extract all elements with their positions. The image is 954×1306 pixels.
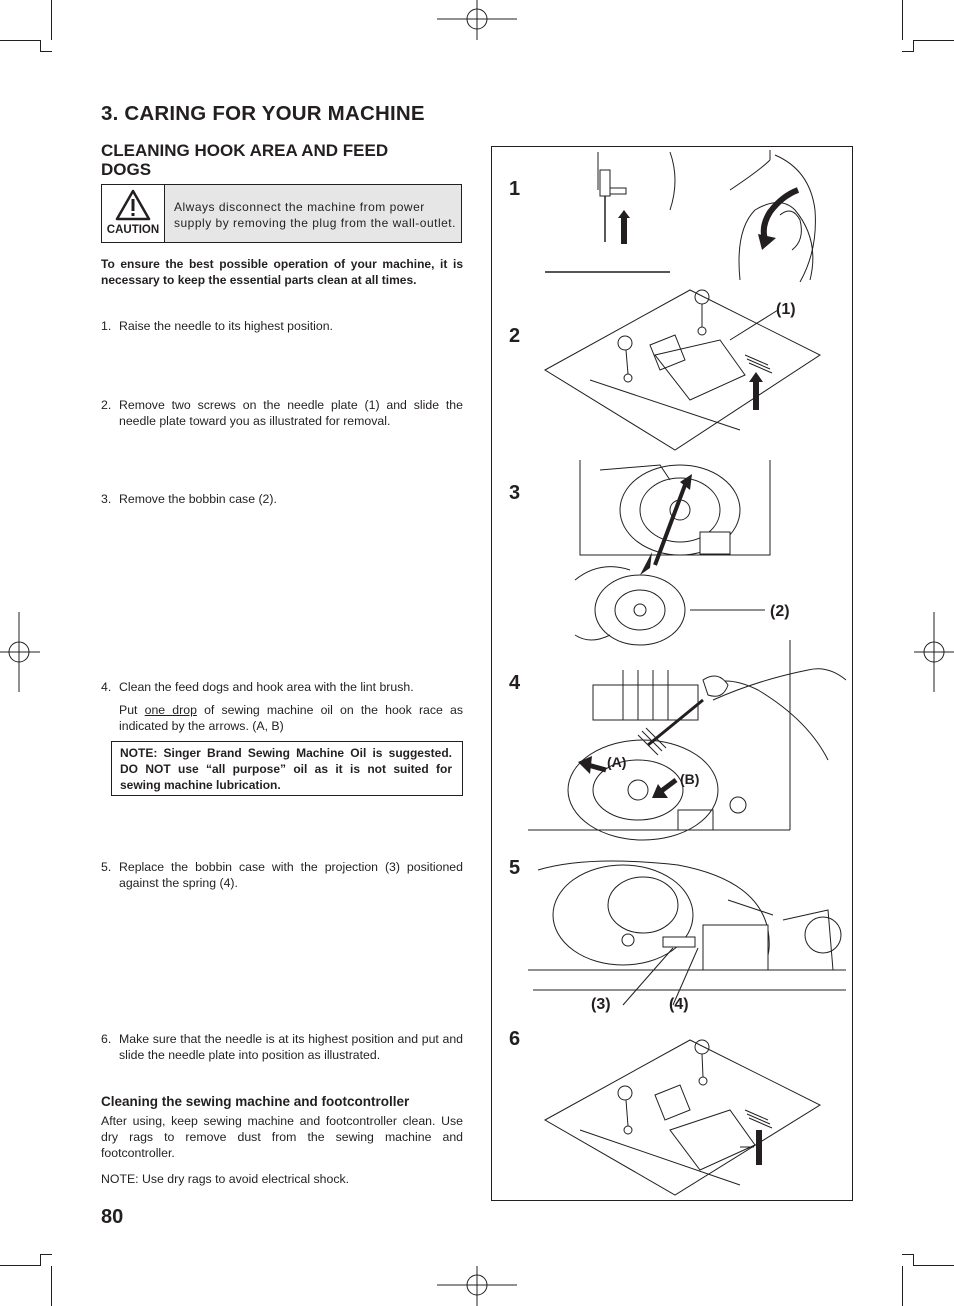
step-5 — [101, 859, 463, 891]
callout-projection: (3) — [591, 996, 611, 1013]
section-title: 3. CARING FOR YOUR MACHINE — [101, 102, 425, 125]
underlined-phrase: one drop — [144, 703, 197, 717]
bobbin-case-removal-illustration — [570, 460, 820, 660]
step-2 — [101, 397, 463, 429]
caution-box — [101, 184, 462, 243]
needle-plate-replacement-illustration — [540, 1035, 840, 1195]
callout-needle-plate: (1) — [776, 301, 796, 318]
bobbin-case-replacement-illustration — [528, 860, 848, 1000]
step-text: Clean the feed dogs and hook area with the lint brush. — [119, 680, 414, 694]
step-number: 3. — [101, 492, 112, 506]
needle-raise-illustration — [530, 150, 850, 290]
callout-spring: (4) — [669, 996, 689, 1013]
step-number: 5. — [101, 860, 112, 874]
caution-label: CAUTION — [106, 224, 160, 236]
step-text: Remove the bobbin case (2). — [119, 492, 277, 506]
cleaning-body: After using, keep sewing machine and footcontroller clean. Use dry rags to remove dust from the sewing machine and footcontroller. — [101, 1114, 463, 1160]
step-text: Replace the bobbin case with the projection (3) positioned against the spring (4). — [119, 860, 463, 890]
cleaning-and-oiling-illustration — [528, 640, 848, 840]
figure-number-1: 1 — [509, 178, 521, 200]
page-number: 80 — [101, 1206, 124, 1228]
figure-number-4: 4 — [509, 672, 521, 694]
step-4 — [101, 679, 463, 734]
step-text: Make sure that the needle is at its highest position and put and slide the needle plate into position as illustrated. — [119, 1032, 463, 1062]
step-number: 1. — [101, 319, 112, 333]
intro-text: To ensure the best possible operation of your machine, it is necessary to keep the essential parts clean at all times. — [101, 257, 463, 287]
figure-number-6: 6 — [509, 1028, 521, 1050]
step-subtext: Put one drop of sewing machine oil on the hook race as indicated by the arrows. (A, B) — [119, 703, 464, 733]
cleaning-note: NOTE: Use dry rags to avoid electrical shock. — [101, 1172, 350, 1186]
caution-icon-box — [102, 185, 165, 242]
warning-icon — [102, 185, 164, 225]
figure-number-3: 3 — [509, 482, 521, 504]
oil-note: NOTE: Singer Brand Sewing Machine Oil is suggested. DO NOT use “all purpose” oil as it is not suited for sewing machine lubrication. — [111, 741, 463, 796]
step-number: 2. — [101, 398, 112, 412]
cleaning-heading: Cleaning the sewing machine and footcontroller — [101, 1094, 410, 1109]
step-1 — [101, 318, 463, 334]
step-6 — [101, 1031, 463, 1063]
step-3 — [101, 491, 463, 507]
caution-message: Always disconnect the machine from power supply by removing the plug from the wall-outlet. — [174, 200, 456, 230]
callout-oil-point-b: (B) — [680, 771, 700, 787]
callout-bobbin-case: (2) — [770, 603, 790, 620]
figure-number-2: 2 — [509, 325, 521, 347]
step-number: 6. — [101, 1032, 112, 1046]
callout-oil-point-a: (A) — [607, 754, 627, 770]
step-number: 4. — [101, 680, 112, 694]
figure-number-5: 5 — [509, 857, 521, 879]
subsection-title: CLEANING HOOK AREA AND FEED DOGS — [101, 141, 389, 179]
step-text: Remove two screws on the needle plate (1) and slide the needle plate toward you as illustrated for removal. — [119, 398, 463, 428]
step-text: Raise the needle to its highest position. — [119, 319, 333, 333]
